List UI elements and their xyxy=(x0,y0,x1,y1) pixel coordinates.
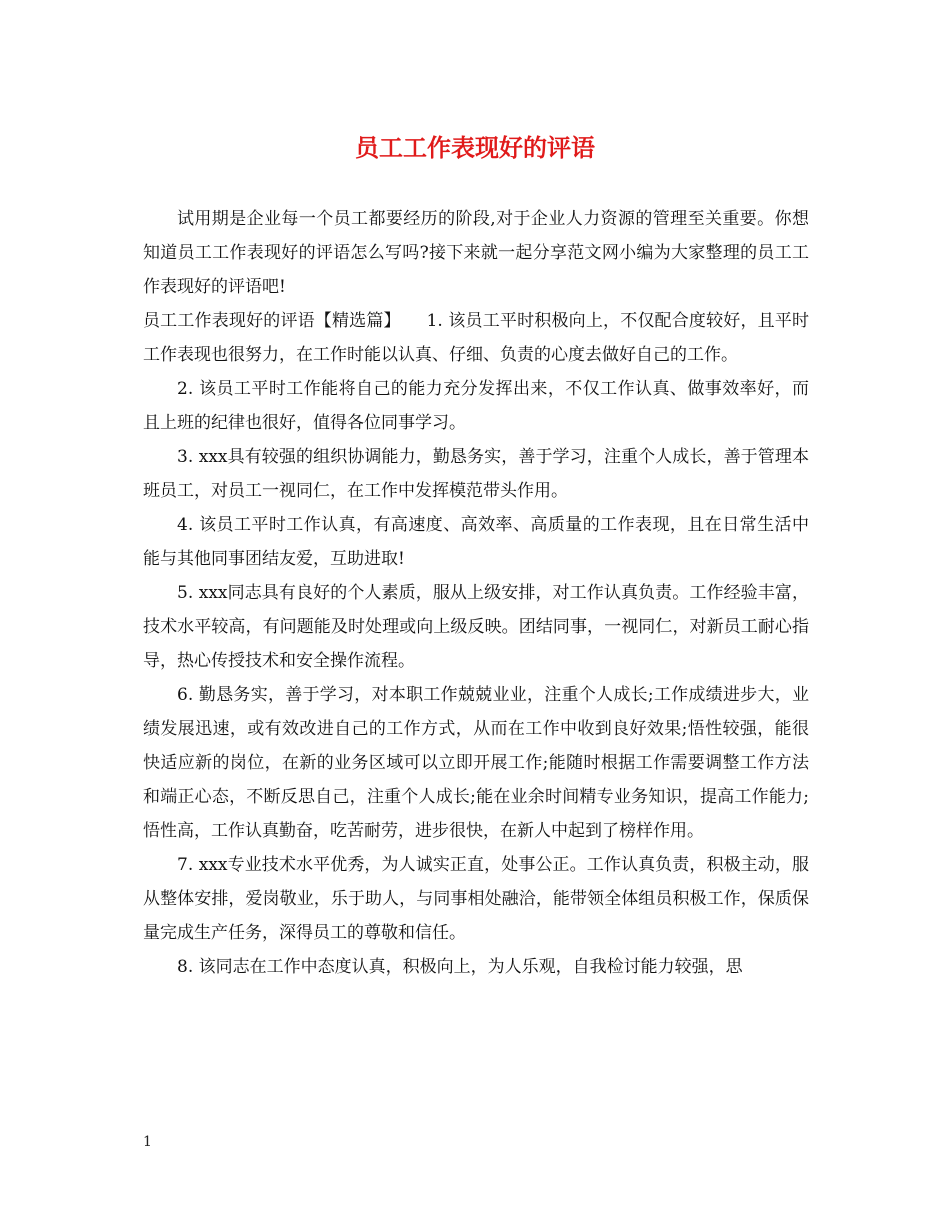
paragraph-section-heading-item-1: 员工工作表现好的评语【精选篇】 1. 该员工平时积极向上，不仅配合度较好，且平时工作表现也很努力，在工作时能以认真、仔细、负责的心度去做好自己的工作。 xyxy=(143,311,809,365)
page-number: 1 xyxy=(143,1134,152,1150)
paragraph-item-3: 3. xxx具有较强的组织协调能力，勤恳务实，善于学习，注重个人成长，善于管理本班员工，对员工一视同仁，在工作中发挥模范带头作用。 xyxy=(143,447,809,501)
paragraph-item-6: 6. 勤恳务实，善于学习，对本职工作兢兢业业，注重个人成长;工作成绩进步大，业绩发展迅速，或有效改进自己的工作方式，从而在工作中收到良好效果;悟性较强，能很快适应新的岗位，在新的业务区域可以立即开展工作;能随时根据工作需要调整工作方法和端正心态，不断反思自己，注重个人成长;能在业余时间精专业务知识，提高工作能力;悟性高，工作认真勤奋，吃苦耐劳，进步很快，在新人中起到了榜样作用。 xyxy=(143,685,809,841)
paragraph-item-2: 2. 该员工平时工作能将自己的能力充分发挥出来，不仅工作认真、做事效率好，而且上班的纪律也很好，值得各位同事学习。 xyxy=(143,379,809,433)
paragraph-item-8: 8. 该同志在工作中态度认真，积极向上，为人乐观，自我检讨能力较强，思 xyxy=(177,957,743,977)
document-title: 员工工作表现好的评语 xyxy=(355,133,595,162)
paragraph-item-4: 4. 该员工平时工作认真，有高速度、高效率、高质量的工作表现，且在日常生活中能与其他同事团结友爱，互助进取! xyxy=(143,515,809,569)
document-body xyxy=(143,202,809,984)
paragraph-intro: 试用期是企业每一个员工都要经历的阶段,对于企业人力资源的管理至关重要。你想知道员工工作表现好的评语怎么写吗?接下来就一起分享范文网小编为大家整理的员工工作表现好的评语吧! xyxy=(143,209,809,297)
paragraph-item-5: 5. xxx同志具有良好的个人素质，服从上级安排，对工作认真负责。工作经验丰富，技术水平较高，有问题能及时处理或向上级反映。团结同事，一视同仁，对新员工耐心指导，热心传授技术和安全操作流程。 xyxy=(143,583,809,671)
paragraph-item-7: 7. xxx专业技术水平优秀，为人诚实正直，处事公正。工作认真负责，积极主动，服从整体安排，爱岗敬业，乐于助人，与同事相处融洽，能带领全体组员积极工作，保质保量完成生产任务，深得员工的尊敬和信任。 xyxy=(143,855,809,943)
